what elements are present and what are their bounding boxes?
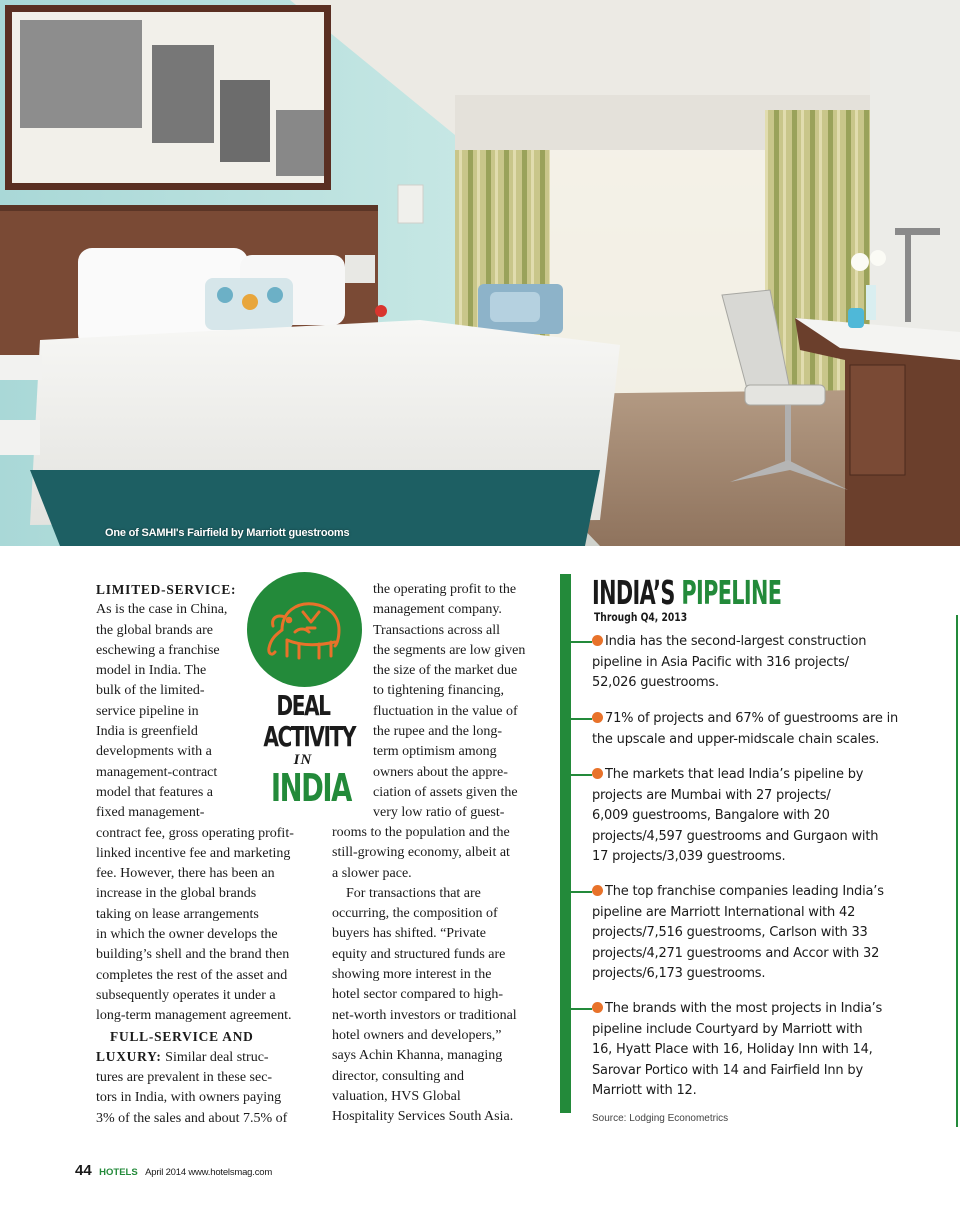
body-line: buyers has shifted. “Private xyxy=(332,926,486,942)
elephant-logo xyxy=(247,572,362,687)
sidebar-accent-bar xyxy=(560,574,571,1113)
body-line: valuation, HVS Global xyxy=(332,1088,461,1104)
issue-info: April 2014 www.hotelsmag.com xyxy=(145,1167,273,1178)
body-line xyxy=(96,1047,294,1068)
body-line: term optimism among xyxy=(373,744,497,760)
fact-text: India has the second-largest construction xyxy=(605,634,867,649)
fact-line xyxy=(592,765,878,786)
body-line: owners about the appre- xyxy=(373,764,508,780)
sidebar-right-rule xyxy=(956,615,958,1127)
fact-text: 71% of projects and 67% of guestrooms are in xyxy=(605,711,899,726)
body-line: ciation of assets given the xyxy=(373,784,518,800)
body-line: says Achin Khanna, managing xyxy=(332,1048,503,1064)
bullet-leader-line xyxy=(571,774,592,776)
body-line: developments with a xyxy=(96,744,212,760)
body-line: the operating profit to the xyxy=(373,582,517,597)
body-text: Similar deal struc- xyxy=(161,1049,269,1065)
body-line: building’s shell and the brand then xyxy=(96,947,290,963)
body-line: the global brands are xyxy=(96,622,214,638)
body-line: service pipeline in xyxy=(96,703,199,719)
body-line: equity and structured funds are xyxy=(332,946,506,962)
fact-line: projects/7,516 guestrooms, Carlson with 33 xyxy=(592,925,868,940)
fact-line: 16, Hyatt Place with 16, Holiday Inn with 14, xyxy=(592,1042,873,1057)
orange-bullet-icon xyxy=(592,885,603,896)
magazine-name: HOTELS xyxy=(99,1167,138,1178)
article-column-2-top xyxy=(373,580,525,824)
sidebar-title xyxy=(592,575,781,611)
body-line: linked incentive fee and marketing xyxy=(96,845,291,861)
sidebar-source: Source: Lodging Econometrics xyxy=(592,1113,729,1124)
fact-line: 6,009 guestrooms, Bangalore with 20 xyxy=(592,808,830,823)
pipeline-fact-3 xyxy=(592,765,878,868)
pipeline-fact-4 xyxy=(592,882,884,985)
body-line: director, consulting and xyxy=(332,1068,465,1084)
body-line: the rupee and the long- xyxy=(373,724,503,740)
body-line: increase in the global brands xyxy=(96,886,257,902)
orange-bullet-icon xyxy=(592,712,603,723)
body-line: showing more interest in the xyxy=(332,967,492,983)
body-line: 3% of the sales and about 7.5% of xyxy=(96,1110,288,1126)
deal-word: DEAL xyxy=(276,689,330,722)
hotel-room-photo xyxy=(0,0,960,546)
body-line: the segments are low given xyxy=(373,642,526,658)
body-line: very low ratio of guest- xyxy=(373,805,505,821)
bullet-leader-line xyxy=(571,641,592,643)
body-line: management company. xyxy=(373,602,502,618)
fact-line: projects/4,597 guestrooms and Gurgaon with xyxy=(592,828,879,844)
fact-text: The top franchise companies leading India’s xyxy=(605,884,884,899)
body-line: the size of the market due xyxy=(373,663,518,679)
fact-line: pipeline include Courtyard by Marriott with xyxy=(592,1021,863,1037)
fact-line xyxy=(592,709,898,730)
body-line: model in India. The xyxy=(96,663,207,679)
body-line: fluctuation in the value of xyxy=(373,703,518,719)
body-line: eschewing a franchise xyxy=(96,642,220,658)
body-line: rooms to the population and the xyxy=(332,825,510,840)
sidebar-title-part2: PIPELINE xyxy=(681,573,782,612)
orange-bullet-icon xyxy=(592,635,603,646)
body-line: bulk of the limited- xyxy=(96,683,205,699)
body-line: hotel sector compared to high- xyxy=(332,987,504,1003)
fact-line: 17 projects/3,039 guestrooms. xyxy=(592,849,786,864)
hotel-room-illustration xyxy=(0,0,960,546)
section-heading-full-service: FULL-SERVICE AND xyxy=(110,1028,254,1044)
photo-caption: One of SAMHI's Fairfield by Marriott guestrooms xyxy=(105,527,350,539)
body-line: As is the case in China, xyxy=(96,602,228,618)
india-word: INDIA xyxy=(270,766,351,810)
pipeline-fact-2 xyxy=(592,709,898,750)
body-line: tures are prevalent in these sec- xyxy=(96,1070,273,1086)
bullet-leader-line xyxy=(571,1008,592,1010)
section-heading-luxury: LUXURY: xyxy=(96,1048,162,1064)
body-line: subsequently operates it under a xyxy=(96,987,276,1003)
body-line: management-contract xyxy=(96,764,218,780)
body-line: Hospitality Services South Asia. xyxy=(332,1109,514,1125)
body-line: tors in India, with owners paying xyxy=(96,1090,282,1106)
activity-word: ACTIVITY xyxy=(263,720,355,753)
fact-line: projects/4,271 guestrooms and Accor with 32 xyxy=(592,945,880,961)
body-line: occurring, the composition of xyxy=(332,906,498,922)
body-line: still-growing economy, albeit at xyxy=(332,845,510,861)
fact-line: pipeline in Asia Pacific with 316 projects/ xyxy=(592,654,849,670)
in-word: IN xyxy=(293,752,313,768)
bullet-leader-line xyxy=(571,718,592,720)
fact-line: pipeline are Marriott International with 42 xyxy=(592,904,856,920)
body-line: fixed management- xyxy=(96,805,205,821)
body-line: a slower pace. xyxy=(332,865,412,881)
body-line: Transactions across all xyxy=(373,622,501,638)
fact-text: The brands with the most projects in India’s xyxy=(605,1001,883,1016)
bullet-leader-line xyxy=(571,891,592,893)
body-line: hotel owners and developers,” xyxy=(332,1027,502,1043)
body-line: India is greenfield xyxy=(96,724,198,740)
fact-line: 52,026 guestrooms. xyxy=(592,675,719,690)
sidebar-title-part1: INDIA’S xyxy=(592,573,675,612)
fact-line xyxy=(592,882,884,903)
fact-line: projects are Mumbai with 27 projects/ xyxy=(592,787,831,803)
fact-line: Sarovar Portico with 14 and Fairfield Inn by xyxy=(592,1062,863,1078)
body-line: net-worth investors or traditional xyxy=(332,1007,517,1023)
body-line: to tightening financing, xyxy=(373,683,505,699)
body-line: contract fee, gross operating profit- xyxy=(96,825,294,841)
body-line: fee. However, there has been an xyxy=(96,866,275,882)
article-column-2-bottom xyxy=(332,823,517,1127)
fact-line xyxy=(592,999,882,1020)
body-line: model that features a xyxy=(96,784,214,800)
body-line: in which the owner develops the xyxy=(96,927,278,943)
fact-line xyxy=(592,632,866,653)
page-footer xyxy=(75,1162,272,1180)
section-heading-limited-service: LIMITED-SERVICE: xyxy=(96,582,237,597)
body-line: For transactions that are xyxy=(346,885,481,901)
sidebar-subtitle: Through Q4, 2013 xyxy=(594,610,688,624)
fact-line: projects/6,173 guestrooms. xyxy=(592,966,766,981)
pipeline-fact-5 xyxy=(592,999,882,1102)
fact-text: The markets that lead India’s pipeline by xyxy=(605,767,864,782)
page-number: 44 xyxy=(75,1162,92,1179)
body-line: long-term management agreement. xyxy=(96,1008,292,1024)
fact-line: the upscale and upper-midscale chain scales. xyxy=(592,731,880,747)
orange-bullet-icon xyxy=(592,1002,603,1013)
fact-line: Marriott with 12. xyxy=(592,1083,697,1098)
pipeline-fact-1 xyxy=(592,632,866,694)
body-line: completes the rest of the asset and xyxy=(96,967,288,983)
orange-bullet-icon xyxy=(592,768,603,779)
body-line: taking on lease arrangements xyxy=(96,906,259,922)
